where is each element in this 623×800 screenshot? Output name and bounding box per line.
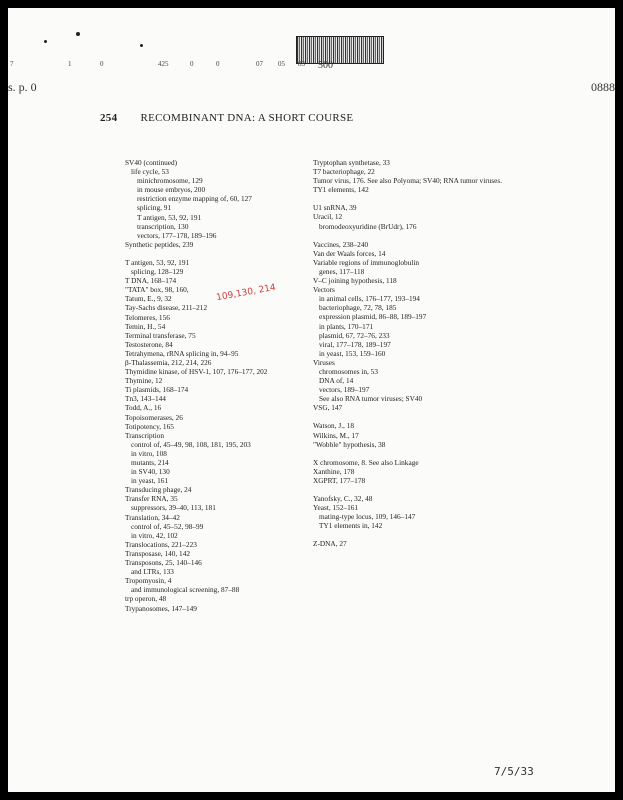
index-entry: vectors, 189–197	[319, 385, 370, 395]
index-entry: in vitro, 42, 102	[131, 530, 178, 540]
index-entry: β-Thalassemia, 212, 214, 226	[125, 357, 212, 367]
scan-mark-dot	[76, 32, 80, 36]
index-entry: Thymine, 12	[125, 376, 163, 386]
index-entry: in yeast, 161	[131, 476, 169, 486]
index-entry: trp operon, 48	[125, 594, 167, 604]
index-entry: Topoisomerases, 26	[125, 412, 183, 422]
index-entry: Tetrahymena, rRNA splicing in, 94–95	[125, 348, 239, 358]
running-header	[100, 112, 353, 124]
index-entry: Tryptophan synthetase, 33	[313, 158, 390, 167]
index-entry: in yeast, 153, 159–160	[319, 348, 386, 358]
index-entry: Translocations, 221–223	[125, 539, 197, 549]
index-entry: and immunological screening, 87–88	[131, 585, 240, 595]
index-entry: genes, 117–118	[319, 266, 365, 276]
index-entry: in animal cells, 176–177, 193–194	[319, 294, 420, 304]
entry-gap	[313, 412, 553, 421]
stamp-number: 425	[158, 60, 169, 68]
index-entry: T antigen, 53, 92, 191	[125, 257, 190, 267]
index-entry: in SV40, 130	[131, 467, 170, 477]
index-entry: Yanofsky, C., 32, 48	[313, 494, 373, 503]
index-entry: in mouse embryos, 200	[137, 185, 206, 195]
entry-gap	[313, 231, 553, 240]
index-entry: U1 snRNA, 39	[313, 203, 357, 213]
index-entry: Totipotency, 165	[125, 421, 174, 431]
index-entry: TY1 elements, 142	[313, 185, 369, 195]
stamp-number: 83	[298, 60, 305, 68]
index-entry: Trypanosomes, 147–149	[125, 603, 197, 613]
index-entry: X chromosome, 8. See also Linkage	[313, 457, 419, 467]
index-entry: Tatum, E., 9, 32	[125, 294, 172, 304]
index-entry: Tumor virus, 176. See also Polyoma; SV40; RNA tumor viruses.	[313, 176, 503, 186]
index-entry: Yeast, 152–161	[313, 503, 359, 513]
index-entry: in vitro, 108	[131, 448, 167, 458]
index-entry: viral, 177–178, 189–197	[319, 339, 391, 349]
index-entry: Vectors	[313, 285, 335, 295]
index-entry: VSG, 147	[313, 403, 343, 413]
index-entry: Watson, J., 18	[313, 421, 354, 431]
index-entry: Transducing phage, 24	[125, 485, 192, 495]
stamp-number: 0	[100, 60, 104, 68]
entry-gap	[313, 449, 553, 458]
index-entry: minichromosome, 129	[137, 176, 203, 186]
index-entry: Transposase, 140, 142	[125, 548, 190, 558]
index-entry: Transposons, 25, 140–146	[125, 558, 202, 568]
index-entry: Z-DNA, 27	[313, 539, 347, 549]
index-entry: Translation, 34–42	[125, 512, 180, 522]
index-entry: and LTRs, 133	[131, 567, 174, 577]
index-entry: suppressors, 39–40, 113, 181	[131, 503, 216, 513]
index-entry: Variable regions of immunoglobulin	[313, 257, 419, 267]
index-entry: T DNA, 168–174	[125, 276, 177, 286]
index-entry: T7 bacteriophage, 22	[313, 167, 375, 177]
index-entry: splicing, 91	[137, 203, 172, 213]
entry-gap	[313, 194, 553, 203]
index-entry: control of, 45–49, 98, 108, 181, 195, 203	[131, 439, 251, 449]
book-title: RECOMBINANT DNA: A SHORT COURSE	[140, 112, 354, 124]
index-entry: SV40 (continued)	[125, 158, 178, 167]
stamp-number: 0	[216, 60, 220, 68]
barcode-stamp	[296, 36, 384, 64]
index-entry: Tay-Sachs disease, 211–212	[125, 303, 208, 313]
index-entry: See also RNA tumor viruses; SV40	[319, 394, 423, 404]
scanned-page	[8, 8, 615, 792]
index-entry: transcription, 130	[137, 221, 189, 231]
index-entry: vectors, 177–178, 189–196	[137, 230, 217, 240]
index-entry: mating-type locus, 109, 146–147	[319, 512, 416, 522]
index-entry: Van der Waals forces, 14	[313, 248, 386, 258]
index-entry: Viruses	[313, 357, 335, 367]
index-entry: Ti plasmids, 168–174	[125, 385, 189, 395]
index-entry: DNA of, 14	[319, 376, 354, 386]
index-entry: Telomeres, 156	[125, 312, 170, 322]
entry-gap	[313, 485, 553, 494]
stamp-number: 7	[10, 60, 14, 68]
index-entry: Vaccines, 238–240	[313, 239, 369, 249]
index-entry: T antigen, 53, 92, 191	[137, 212, 202, 222]
index-entry: in plants, 170–171	[319, 321, 374, 331]
index-entry: plasmid, 67, 72–76, 233	[319, 330, 390, 340]
index-entry: Transcription	[125, 430, 165, 440]
index-entry: "TATA" box, 98, 160,	[125, 285, 189, 295]
stamp-number: 05	[278, 60, 285, 68]
page-number: 254	[100, 112, 118, 124]
entry-gap	[313, 530, 553, 539]
index-entry: Testosterone, 84	[125, 339, 173, 349]
index-entry: control of, 45–52, 98–99	[131, 521, 204, 531]
serial-number: 500	[318, 60, 333, 71]
index-entry: Tn3, 143–144	[125, 394, 166, 404]
scan-mark-dot	[140, 44, 143, 47]
stamp-number: 1	[68, 60, 72, 68]
handwritten-date: 7/5/33	[494, 765, 534, 778]
index-entry: Wilkins, M., 17	[313, 430, 359, 440]
index-entry: Xanthine, 178	[313, 466, 355, 476]
index-entry: Temin, H., 54	[125, 321, 166, 331]
index-entry: chromosomes in, 53	[319, 366, 378, 376]
index-entry: expression plasmid, 86–88, 189–197	[319, 312, 427, 322]
scan-mark-dot	[44, 40, 47, 43]
index-entry: XGPRT, 177–178	[313, 475, 366, 485]
index-entry: restriction enzyme mapping of, 60, 127	[137, 194, 252, 204]
index-entry: bromodeoxyuridine (BrUdr), 176	[319, 221, 417, 231]
index-entry: splicing, 128–129	[131, 267, 184, 277]
index-entry: TY1 elements in, 142	[319, 521, 383, 531]
index-entry: bacteriophage, 72, 78, 185	[319, 303, 397, 313]
index-column-right	[313, 158, 553, 548]
index-entry: life cycle, 53	[131, 167, 169, 177]
sp-label: s. p. 0	[8, 80, 37, 94]
entry-gap	[125, 249, 325, 258]
index-entry: V–C joining hypothesis, 118	[313, 276, 397, 286]
index-entry: Transfer RNA, 35	[125, 494, 178, 504]
index-entry: mutants, 214	[131, 458, 169, 467]
document-code: 0888	[591, 80, 615, 94]
index-entry: Synthetic peptides, 239	[125, 239, 194, 249]
stamp-number: 0	[190, 60, 194, 68]
index-entry: "Wobble" hypothesis, 38	[313, 439, 386, 449]
stamp-number: 07	[256, 60, 263, 68]
index-entry: Thymidine kinase, of HSV-1, 107, 176–177, 202	[125, 367, 268, 377]
index-entry: Tropomyosin, 4	[125, 576, 172, 586]
index-entry: Uracil, 12	[313, 212, 343, 222]
handwritten-note: 109,130, 214	[215, 282, 277, 304]
index-entry: Terminal transferase, 75	[125, 330, 196, 340]
index-column-left	[125, 158, 325, 613]
index-entry: Todd, A., 16	[125, 403, 162, 413]
